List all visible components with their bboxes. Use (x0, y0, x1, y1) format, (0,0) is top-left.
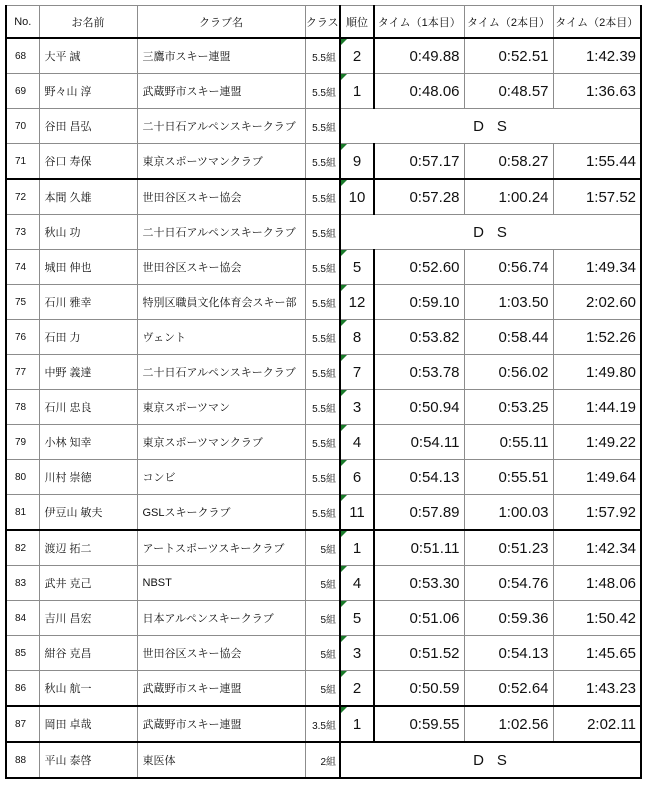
table-row (6, 144, 641, 180)
cell-time2: 1:00.03 (464, 495, 553, 531)
cell-time2: 0:52.64 (464, 671, 553, 707)
cell-club: 日本アルペンスキークラブ (137, 601, 305, 636)
cell-club: 二十日石アルペンスキークラブ (137, 215, 305, 250)
cell-no: 79 (6, 425, 39, 460)
cell-name: 伊豆山 敏夫 (39, 495, 137, 531)
cell-time1: 0:57.17 (374, 144, 464, 180)
cell-name: 秋山 航一 (39, 671, 137, 707)
cell-time2: 0:53.25 (464, 390, 553, 425)
cell-time1: 0:49.88 (374, 38, 464, 74)
header-time1: タイム（1本目） (374, 6, 464, 39)
cell-name: 秋山 功 (39, 215, 137, 250)
cell-time1: 0:51.06 (374, 601, 464, 636)
cell-club: ヴェント (137, 320, 305, 355)
rank-value: 7 (352, 363, 362, 381)
cell-time1: 0:51.52 (374, 636, 464, 671)
cell-class: 5.5組 (305, 355, 340, 390)
cell-time2: 0:58.27 (464, 144, 553, 180)
cell-rank (340, 179, 374, 215)
cell-class: 5.5組 (305, 320, 340, 355)
cell-marker-icon (341, 180, 347, 186)
cell-club: コンビ (137, 460, 305, 495)
cell-time1: 0:48.06 (374, 74, 464, 109)
cell-marker-icon (341, 636, 347, 642)
cell-class: 5.5組 (305, 425, 340, 460)
cell-club: 二十日石アルペンスキークラブ (137, 109, 305, 144)
cell-ds (340, 742, 641, 778)
cell-name: 大平 誠 (39, 38, 137, 74)
rank-value: 5 (352, 609, 362, 627)
table-row (6, 215, 641, 250)
cell-class: 5.5組 (305, 285, 340, 320)
cell-rank (340, 355, 374, 390)
cell-time-total: 2:02.11 (553, 706, 641, 742)
table-row (6, 250, 641, 285)
cell-club: 武蔵野市スキー連盟 (137, 74, 305, 109)
cell-time1: 0:52.60 (374, 250, 464, 285)
cell-class: 5組 (305, 530, 340, 566)
cell-time1: 0:51.11 (374, 530, 464, 566)
cell-time-total: 1:49.64 (553, 460, 641, 495)
cell-rank (340, 636, 374, 671)
cell-time1: 0:50.94 (374, 390, 464, 425)
cell-no: 74 (6, 250, 39, 285)
cell-time-total: 2:02.60 (553, 285, 641, 320)
table-row (6, 495, 641, 531)
cell-time1: 0:53.78 (374, 355, 464, 390)
cell-club: 二十日石アルペンスキークラブ (137, 355, 305, 390)
cell-marker-icon (341, 531, 347, 537)
cell-rank (340, 250, 374, 285)
cell-time-total: 1:57.92 (553, 495, 641, 531)
cell-marker-icon (341, 566, 347, 572)
cell-time1: 0:59.55 (374, 706, 464, 742)
cell-rank (340, 495, 374, 531)
cell-marker-icon (341, 425, 347, 431)
table-row (6, 671, 641, 707)
cell-time1: 0:57.89 (374, 495, 464, 531)
cell-club: 三鷹市スキー連盟 (137, 38, 305, 74)
cell-name: 川村 崇徳 (39, 460, 137, 495)
cell-no: 81 (6, 495, 39, 531)
cell-time2: 0:54.13 (464, 636, 553, 671)
ds-letter-s: S (496, 117, 508, 135)
cell-rank (340, 390, 374, 425)
cell-no: 68 (6, 38, 39, 74)
cell-marker-icon (341, 671, 347, 677)
cell-name: 武井 克己 (39, 566, 137, 601)
cell-time-total: 1:48.06 (553, 566, 641, 601)
ds-letter-d: D (473, 117, 485, 135)
cell-rank (340, 460, 374, 495)
cell-time2: 1:03.50 (464, 285, 553, 320)
cell-name: 平山 泰啓 (39, 742, 137, 778)
table-row (6, 530, 641, 566)
rank-value: 5 (352, 258, 362, 276)
cell-time2: 0:56.02 (464, 355, 553, 390)
cell-no: 83 (6, 566, 39, 601)
cell-rank (340, 566, 374, 601)
table-row (6, 742, 641, 778)
ds-letter-s: S (496, 751, 508, 769)
table-row (6, 74, 641, 109)
cell-marker-icon (341, 74, 347, 80)
cell-no: 82 (6, 530, 39, 566)
cell-time-total: 1:43.23 (553, 671, 641, 707)
cell-club: 東京スポーツマン (137, 390, 305, 425)
results-body (6, 38, 641, 778)
cell-rank (340, 671, 374, 707)
cell-time2: 0:59.36 (464, 601, 553, 636)
cell-name: 谷田 昌弘 (39, 109, 137, 144)
cell-marker-icon (341, 460, 347, 466)
cell-ds (340, 109, 641, 144)
cell-marker-icon (341, 390, 347, 396)
cell-time2: 0:54.76 (464, 566, 553, 601)
cell-time-total: 1:49.22 (553, 425, 641, 460)
results-table (5, 5, 642, 779)
cell-class: 5組 (305, 671, 340, 707)
cell-rank (340, 144, 374, 180)
cell-time1: 0:53.30 (374, 566, 464, 601)
table-row (6, 109, 641, 144)
cell-class: 5.5組 (305, 250, 340, 285)
table-row (6, 38, 641, 74)
cell-club: 武蔵野市スキー連盟 (137, 706, 305, 742)
cell-marker-icon (341, 39, 347, 45)
ds-letter-s: S (496, 223, 508, 241)
cell-time2: 0:51.23 (464, 530, 553, 566)
rank-value: 11 (349, 503, 365, 521)
table-row (6, 425, 641, 460)
table-row (6, 320, 641, 355)
cell-no: 75 (6, 285, 39, 320)
cell-no: 86 (6, 671, 39, 707)
cell-class: 5.5組 (305, 179, 340, 215)
cell-marker-icon (341, 495, 347, 501)
cell-rank (340, 530, 374, 566)
cell-name: 吉川 昌宏 (39, 601, 137, 636)
cell-marker-icon (341, 250, 347, 256)
cell-club: 世田谷区スキー協会 (137, 636, 305, 671)
rank-value: 12 (348, 293, 366, 311)
cell-class: 2組 (305, 742, 340, 778)
table-row (6, 706, 641, 742)
cell-no: 80 (6, 460, 39, 495)
cell-rank (340, 320, 374, 355)
cell-time2: 0:52.51 (464, 38, 553, 74)
header-rank: 順位 (340, 6, 374, 39)
table-row (6, 179, 641, 215)
cell-class: 3.5組 (305, 706, 340, 742)
cell-class: 5.5組 (305, 144, 340, 180)
header-name: お名前 (39, 6, 137, 39)
cell-time-total: 1:45.65 (553, 636, 641, 671)
header-class: クラス (305, 6, 340, 39)
cell-time-total: 1:50.42 (553, 601, 641, 636)
header-time2: タイム（2本目） (464, 6, 553, 39)
cell-marker-icon (341, 355, 347, 361)
rank-value: 9 (352, 152, 362, 170)
cell-rank (340, 38, 374, 74)
cell-class: 5組 (305, 636, 340, 671)
cell-name: 中野 義達 (39, 355, 137, 390)
rank-value: 8 (352, 328, 362, 346)
cell-name: 城田 伸也 (39, 250, 137, 285)
cell-time-total: 1:55.44 (553, 144, 641, 180)
cell-name: 渡辺 拓二 (39, 530, 137, 566)
cell-no: 76 (6, 320, 39, 355)
table-row (6, 390, 641, 425)
rank-value: 2 (352, 679, 362, 697)
cell-class: 5.5組 (305, 109, 340, 144)
cell-time2: 0:48.57 (464, 74, 553, 109)
cell-class: 5.5組 (305, 495, 340, 531)
header-time-total: タイム（2本目） (553, 6, 641, 39)
cell-time1: 0:57.28 (374, 179, 464, 215)
cell-no: 78 (6, 390, 39, 425)
cell-rank (340, 285, 374, 320)
cell-time1: 0:54.11 (374, 425, 464, 460)
cell-marker-icon (341, 144, 347, 150)
cell-class: 5組 (305, 566, 340, 601)
rank-value: 1 (352, 539, 362, 557)
cell-time1: 0:50.59 (374, 671, 464, 707)
rank-value: 4 (352, 574, 362, 592)
cell-name: 紺谷 克昌 (39, 636, 137, 671)
cell-marker-icon (341, 601, 347, 607)
rank-value: 1 (352, 82, 362, 100)
rank-value: 2 (352, 47, 362, 65)
cell-name: 谷口 寿保 (39, 144, 137, 180)
header-row (6, 6, 641, 39)
cell-time-total: 1:36.63 (553, 74, 641, 109)
cell-class: 5.5組 (305, 460, 340, 495)
cell-no: 71 (6, 144, 39, 180)
cell-club: 特別区職員文化体育会スキー部 (137, 285, 305, 320)
cell-time1: 0:53.82 (374, 320, 464, 355)
cell-marker-icon (341, 320, 347, 326)
cell-time2: 1:00.24 (464, 179, 553, 215)
cell-class: 5.5組 (305, 215, 340, 250)
header-club: クラブ名 (137, 6, 305, 39)
cell-time1: 0:59.10 (374, 285, 464, 320)
cell-no: 72 (6, 179, 39, 215)
table-row (6, 636, 641, 671)
cell-club: 東京スポーツマンクラブ (137, 425, 305, 460)
rank-value: 3 (352, 644, 362, 662)
cell-club: 東京スポーツマンクラブ (137, 144, 305, 180)
cell-time-total: 1:57.52 (553, 179, 641, 215)
cell-name: 石川 雅幸 (39, 285, 137, 320)
cell-name: 石田 力 (39, 320, 137, 355)
cell-no: 88 (6, 742, 39, 778)
cell-time2: 1:02.56 (464, 706, 553, 742)
cell-club: 武蔵野市スキー連盟 (137, 671, 305, 707)
cell-name: 本間 久雄 (39, 179, 137, 215)
cell-no: 85 (6, 636, 39, 671)
cell-club: アートスポーツスキークラブ (137, 530, 305, 566)
cell-no: 69 (6, 74, 39, 109)
cell-marker-icon (341, 707, 347, 713)
cell-class: 5.5組 (305, 390, 340, 425)
cell-no: 70 (6, 109, 39, 144)
cell-marker-icon (341, 285, 347, 291)
table-row (6, 285, 641, 320)
cell-no: 73 (6, 215, 39, 250)
table-row (6, 460, 641, 495)
cell-time2: 0:55.11 (464, 425, 553, 460)
cell-club: 東医体 (137, 742, 305, 778)
cell-time2: 0:56.74 (464, 250, 553, 285)
cell-no: 77 (6, 355, 39, 390)
cell-club: NBST (137, 566, 305, 601)
cell-club: GSLスキークラブ (137, 495, 305, 531)
cell-time-total: 1:49.34 (553, 250, 641, 285)
table-row (6, 355, 641, 390)
cell-club: 世田谷区スキー協会 (137, 250, 305, 285)
cell-class: 5.5組 (305, 38, 340, 74)
cell-class: 5組 (305, 601, 340, 636)
cell-time2: 0:58.44 (464, 320, 553, 355)
rank-value: 6 (352, 468, 362, 486)
cell-no: 84 (6, 601, 39, 636)
cell-class: 5.5組 (305, 74, 340, 109)
cell-ds (340, 215, 641, 250)
cell-name: 野々山 淳 (39, 74, 137, 109)
cell-time-total: 1:42.39 (553, 38, 641, 74)
header-no: No. (6, 6, 39, 39)
cell-rank (340, 601, 374, 636)
cell-time-total: 1:44.19 (553, 390, 641, 425)
cell-name: 石川 忠良 (39, 390, 137, 425)
rank-value: 1 (352, 715, 362, 733)
table-row (6, 601, 641, 636)
cell-rank (340, 425, 374, 460)
ds-letter-d: D (473, 223, 485, 241)
rank-value: 4 (352, 433, 362, 451)
cell-time-total: 1:52.26 (553, 320, 641, 355)
cell-time-total: 1:49.80 (553, 355, 641, 390)
cell-name: 小林 知幸 (39, 425, 137, 460)
cell-no: 87 (6, 706, 39, 742)
ds-letter-d: D (473, 751, 485, 769)
cell-time-total: 1:42.34 (553, 530, 641, 566)
cell-time2: 0:55.51 (464, 460, 553, 495)
cell-name: 岡田 卓哉 (39, 706, 137, 742)
rank-value: 3 (352, 398, 362, 416)
cell-time1: 0:54.13 (374, 460, 464, 495)
rank-value: 10 (348, 188, 366, 206)
cell-club: 世田谷区スキー協会 (137, 179, 305, 215)
cell-rank (340, 74, 374, 109)
cell-rank (340, 706, 374, 742)
table-row (6, 566, 641, 601)
